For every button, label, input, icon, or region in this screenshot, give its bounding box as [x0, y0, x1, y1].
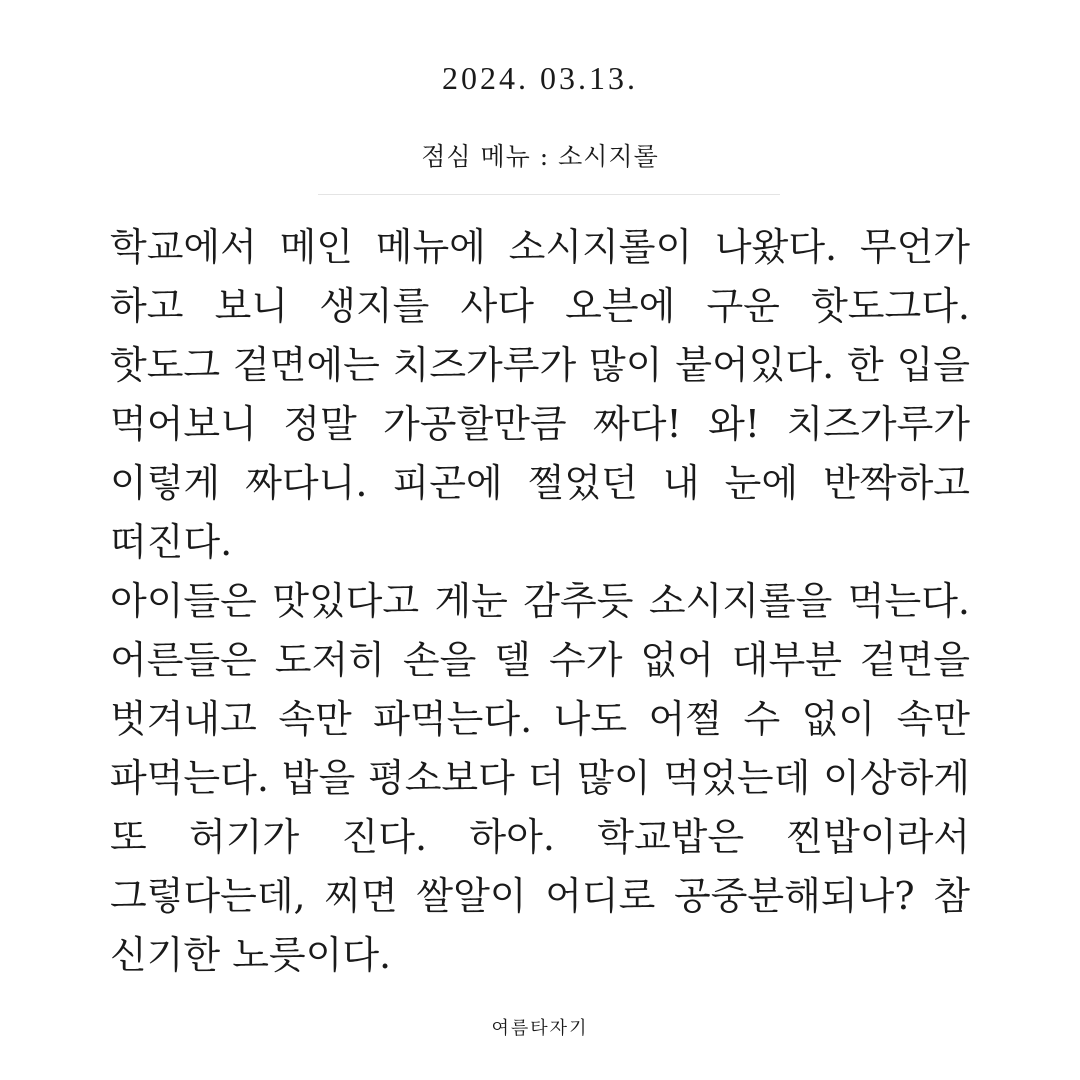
entry-date: 2024. 03.13.	[442, 60, 638, 96]
menu-label: 점심 메뉴 :	[421, 142, 550, 171]
diary-body	[110, 218, 970, 985]
paragraph: 학교에서 메인 메뉴에 소시지롤이 나왔다. 무언가 하고 보니 생지를 사다 오븐에 구운 핫도그다. 핫도그 겉면에는 치즈가루가 많이 붙어있다. 한 입을 먹어보니 정말 가공할만큼 짜다! 와! 치즈가루가 이렇게 짜다니. 피곤에 쩔었던 내 눈에 반짝하고 떠진다.	[110, 225, 970, 564]
menu-item: 소시지롤	[558, 142, 659, 171]
lunch-menu-line	[0, 137, 1080, 173]
paragraph: 아이들은 맛있다고 게눈 감추듯 소시지롤을 먹는다. 어른들은 도저히 손을 델 수가 없어 대부분 겉면을 벗겨내고 속만 파먹는다. 나도 어쩔 수 없이 속만 파먹는다. 밥을 평소보다 더 많이 먹었는데 이상하게 또 허기가 진다. 하아. 학교밥은 찐밥이라서 그렇다는데, 찌면 쌀알이 어디로 공중분해되나? 참 신기한 노릇이다.	[110, 579, 970, 977]
author-signature: 여름타자기	[491, 1018, 589, 1039]
header-divider	[318, 194, 780, 195]
